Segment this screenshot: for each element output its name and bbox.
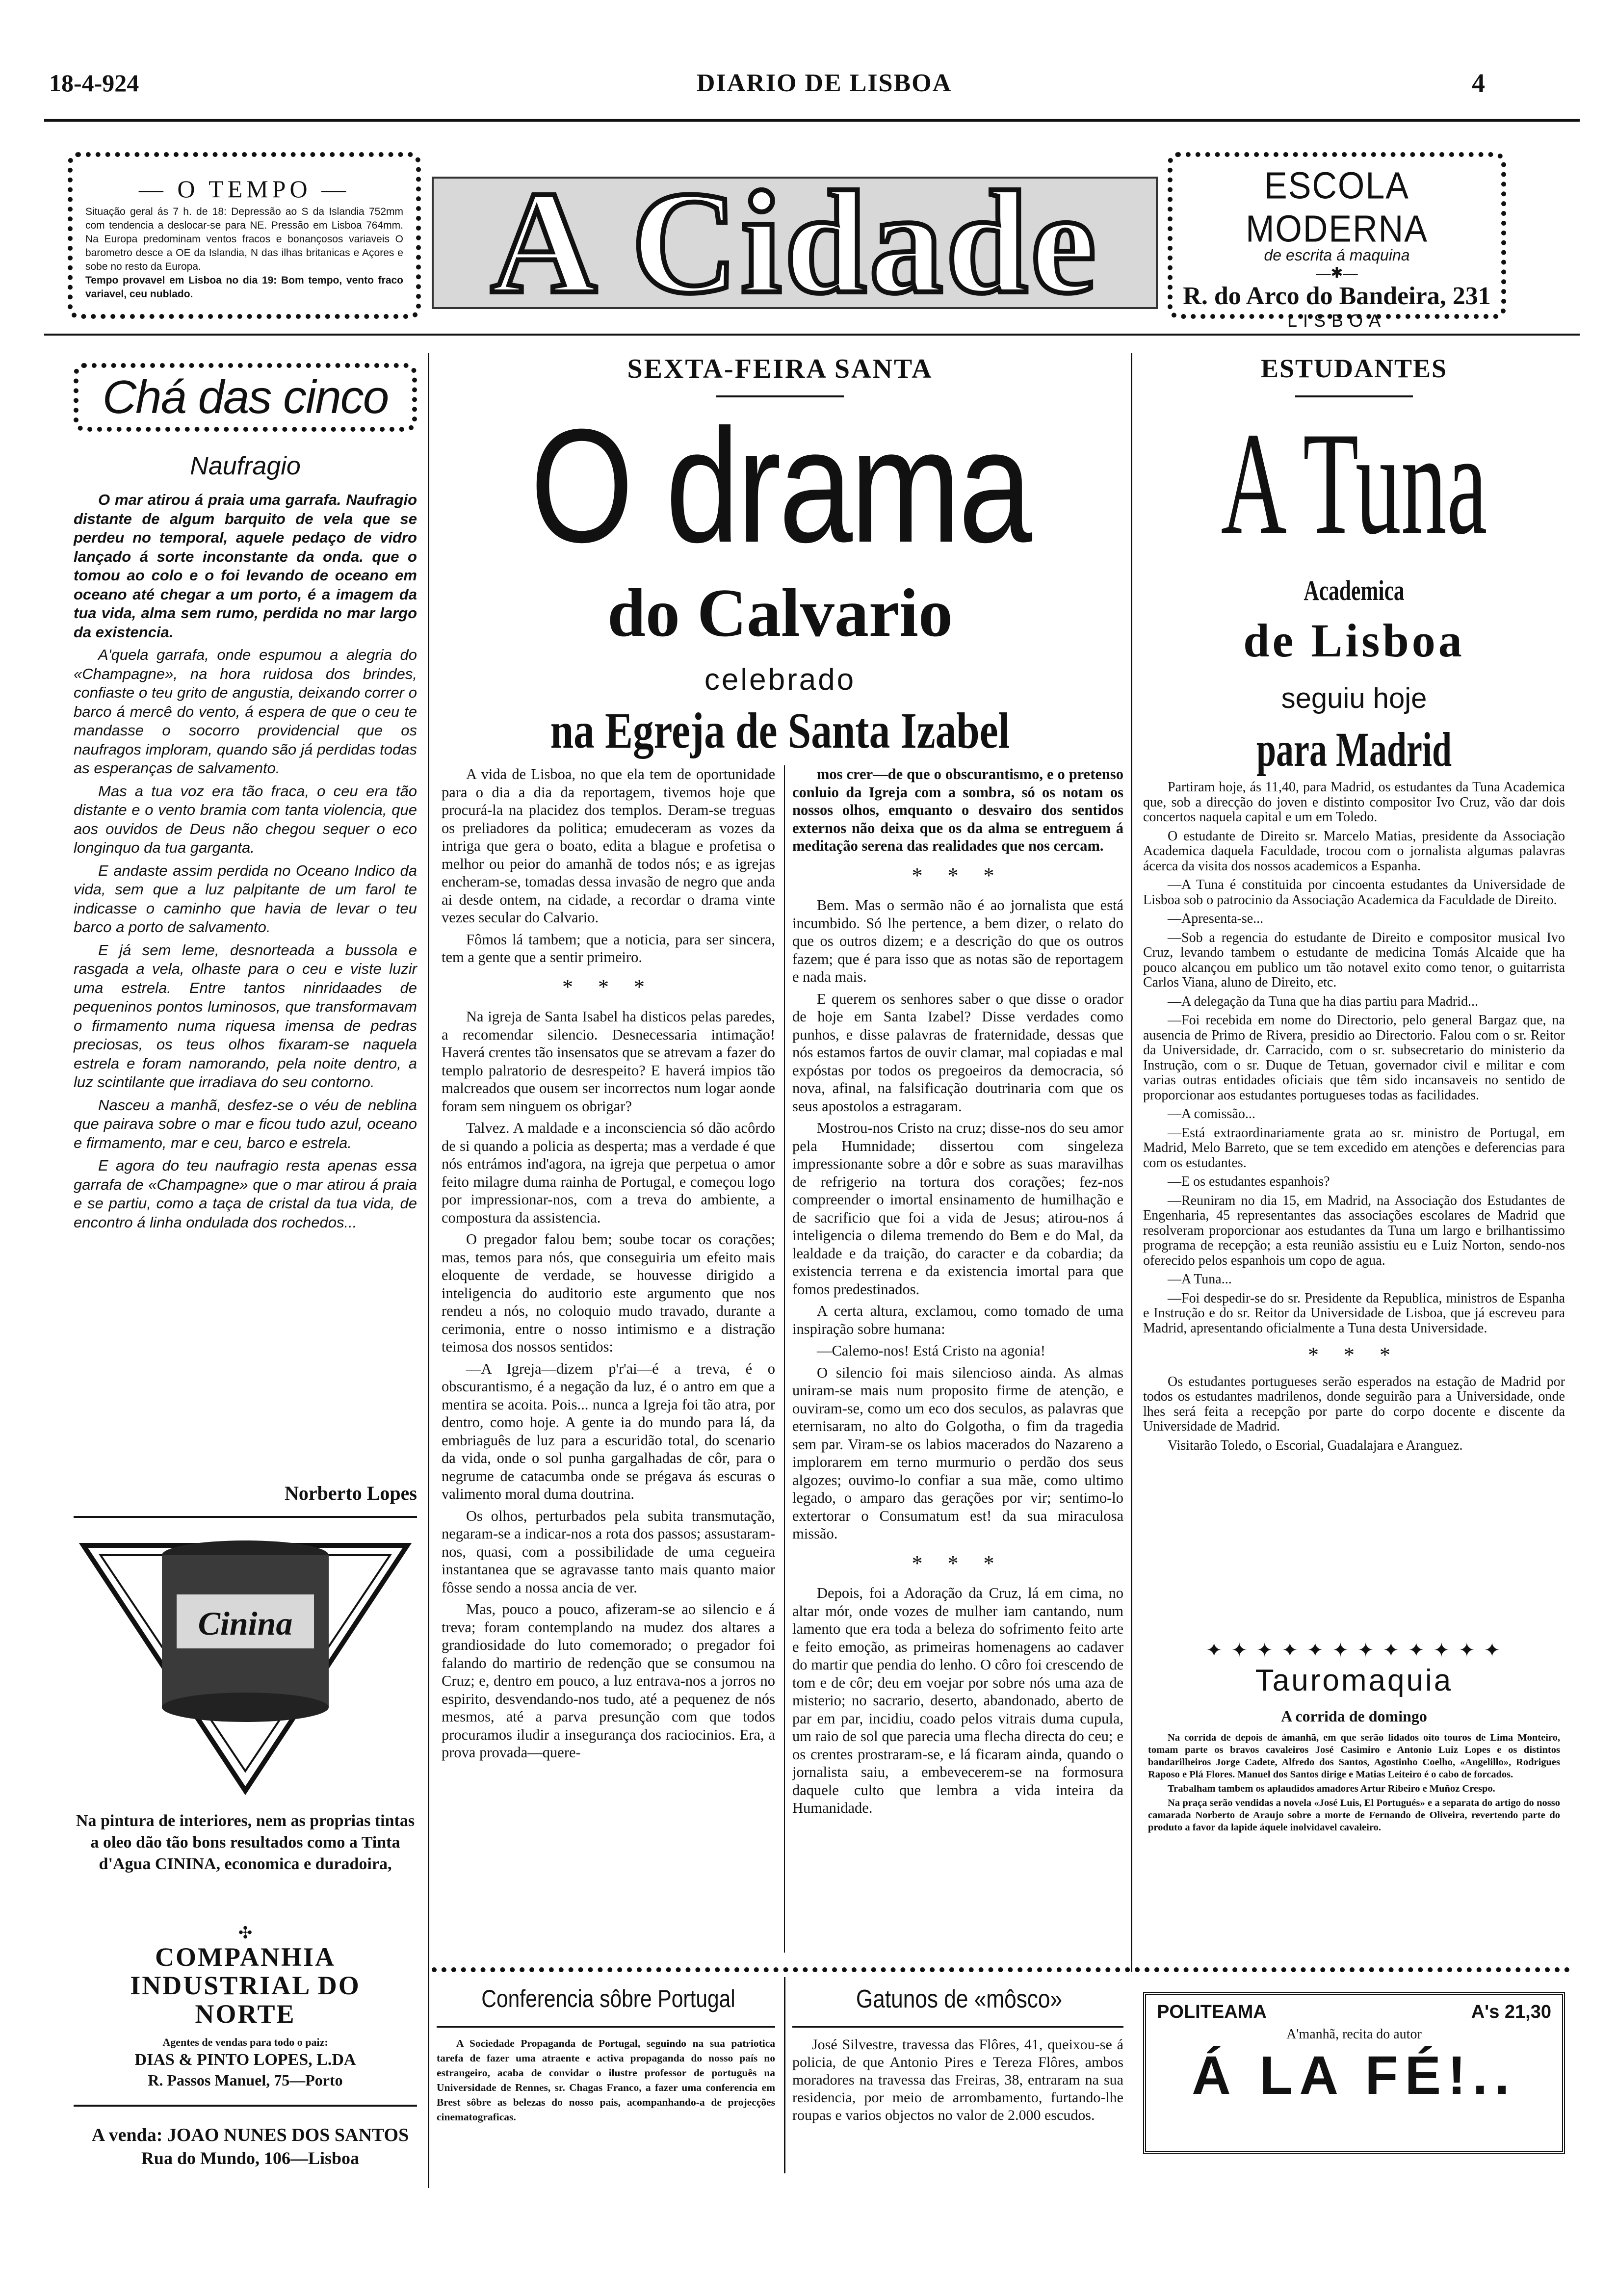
drama-place: na Egreja de Santa Izabel (550, 703, 1010, 759)
drama-paragraph: —Calemo-nos! Está Cristo na agonia! (817, 1342, 1045, 1359)
cha-paragraph: E andaste assim perdida no Oceano Indico da vida, sem que a luz palpitante de um farol te indicasse o caminho que havia de levar o teu barco a porto de salvamento. (74, 861, 417, 936)
drama-paragraph: Os olhos, perturbados pela subita transmutação, negaram-se a indicar-nos a rota dos passos; assustaram-nos, quasi, com a possibilidade de uma cegueira instantanea que se agravasse tanto mais quanto maior fôsse sendo a nossa ancia de ver. (442, 1507, 775, 1596)
bottom-column-rule (784, 1977, 785, 2173)
politeama-title: Á LA FÉ!.. (1192, 2045, 1516, 2106)
weather-title: — O TEMPO — (138, 175, 350, 203)
drama-paragraph: Mas, pouco a pouco, afizeram-se ao silencio e á treva; foram contemplando na mudez dos altares a grandiosidade do luto comemorado; o pregador foi falando do martirio de redenção que se consumou na Cruz; e, dentro em pouco, a luz entrava-nos a jorros no espirito, desvendando-nos tudo, até a pequenez de nós mesmos, até a parva presunção com que todos procuramos iludir a insegurança dos raciocinios. Era, a prova provada—quere- (442, 1601, 775, 1761)
page-number: 4 (1472, 68, 1485, 98)
tuna-paragraph: —Está extraordinariamente grata ao sr. ministro de Portugal, em Madrid, Melo Barreto, que se tem excedido em atenções e deferencias para com os estudantes. (1143, 1125, 1565, 1171)
gatunos-rule (792, 2026, 1123, 2028)
tuna-stars: * * * (1308, 1343, 1400, 1367)
tauro-paragraph: Na corrida de depois de ámanhã, em que serão lidados oito touros de Lima Monteiro, tomam parte os bravos cavaleiros José Casimiro e Antonio Luiz Lopes e os distintos bandarilheiros Jorge Cadete, Alfredo dos Santos, Agostinho Coelho, «Angelillo», Rodrigues Raposo e Plá Flores. Manuel dos Santos dirige e Matias Leiteiro é o cabo de forcados. (1148, 1732, 1560, 1780)
drama-stars-1: * * * (562, 974, 654, 999)
drama-paragraph: Bem. Mas o sermão não é ao jornalista que está incumbido. Só lhe pertence, a bem dizer, o relato do que os outros dizem; e a descrição do que os outros fazem; que é para isso que as notas são de reportagem e nada mais. (792, 897, 1123, 985)
tuna-paragraph: —A delegação da Tuna que ha dias partiu para Madrid... (1168, 993, 1478, 1009)
tuna-sub3: seguiu hoje (1281, 682, 1427, 714)
escola-city: LISBOA (1287, 311, 1387, 331)
tuna-paragraph: —Sob a regencia do estudante de Direito e compositor musical Ivo Cruz, levando tambem o estudante de medicina Tomás Alcaide que ha pouco alcançou em publico um tão notavel exito como tenor, o guitarrista Carlos Viana, aluno de Direito, etc. (1143, 930, 1565, 990)
bottom-section-rule (432, 1967, 1570, 1972)
escola-address: R. do Arco do Bandeira, 231 (1183, 282, 1491, 310)
drama-headline: O drama (530, 395, 1030, 576)
politeama-time: A's 21,30 (1471, 2002, 1551, 2022)
cha-paragraph: Mas a tua voz era tão fraca, o ceu era tão distante e o vento bramia com tanta violencia, que aos ouvidos de Deus não chegou sequer o eco longinquo da tua garganta. (74, 782, 417, 856)
cinina-agents-label: Agentes de vendas para todo o paiz: (162, 2036, 328, 2048)
drama-paragraph: Na igreja de Santa Isabel ha disticos pelas paredes, a recomendar silencio. Desnecessaria intimação! Haverá crentes tão insensatos que se atrevam a fazer do templo palratorio de desrespeito? E haverá impios tão malcreados que ousem ser incorrectos num logar aonde foram sem ninguem os obrigar? (442, 1008, 775, 1115)
escola-name: ESCOLA MODERNA (1246, 164, 1428, 250)
drama-paragraph: O pregador falou bem; soube tocar os corações; mas, temos para nós, que conseguiria um efeito mais eloquente de verdade, se houvesse dirigido a inteligencia do auditorio este argumento que nos rendeu a nós, no coloquio mudo travado, durante a cerimonia, entre o nosso intimismo e a distração teimosa dos nossos sentidos: (442, 1231, 775, 1355)
drama-paragraph: A certa altura, exclamou, como tomado de uma inspiração sobre humana: (792, 1303, 1123, 1337)
venda-line2: Rua do Mundo, 106—Lisboa (141, 2148, 360, 2168)
cha-box-title: Chá das cinco (102, 371, 389, 423)
cha-title: Naufragio (190, 452, 301, 480)
column-rule-2 (1131, 353, 1132, 1972)
politeama-name: POLITEAMA (1157, 2002, 1267, 2022)
drama-paragraph: Depois, foi a Adoração da Cruz, lá em cima, no altar mór, onde vozes de mulher iam cantando, num lamento que era toda a beleza do sofrimento feito arte e feito emoção, as primeiras homenagens ao cadaver do martir que pendia do lenho. O côro foi crescendo de tom e de côr; deu em voejar por sobre nós uma aza de misterio; no sacrario, deserto, abandonado, aberto de par em par, incidiu, coado pelos vitrais duma cupula, um raio de sol que parecia uma flecha directa do ceu; e os crentes prostraram-se, e lá ficaram ainda, quando o jornalista saiu, a embevecerem-se na formosura daquele culto que lembra a vida inteira da Humanidade. (792, 1585, 1123, 1816)
tuna-paragraph: Visitarão Toledo, o Escorial, Guadalajara e Aranguez. (1168, 1437, 1463, 1453)
tuna-sub4: para Madrid (1256, 722, 1452, 777)
tauro-paragraph: Na praça serão vendidas a novela «José Luis, El Portugués» e a separata do artigo do nosso camarada Norberto de Araujo sobre a morte de Fernando de Oliveira, revertendo parte do produto a favor da lapide áquele inolvidavel cavaleiro. (1148, 1798, 1560, 1833)
tuna-paragraph: —Foi despedir-se do sr. Presidente da Republica, ministros de Espanha e Instrução e do sr. Reitor da Universidade de Lisboa, que já escreveu para Madrid, apresentando oficialmente a Tuna desta Universidade. (1143, 1290, 1565, 1336)
weather-forecast: Tempo provavel em Lisboa no dia 19: Bom tempo, vento fraco variavel, ceu nublado. (85, 275, 403, 300)
drama-paragraph: E querem os senhores saber o que disse o orador de hoje em Santa Izabel? Disse verdades como punhos, e disse palavras de fraternidade, dessas que nós estamos fartos de ouvir clamar, mal copiadas e mal expóstas por todos os pregoeiros da democracia, só nova, afinal, na falsificação doutrinaria com que os seus apostolos a estragaram. (792, 990, 1123, 1115)
tuna-paragraph: —Foi recebida em nome do Directorio, pelo general Bargaz que, na ausencia de Primo de Rivera, presidio ao Directorio. Falou com o sr. Reitor da Universidade, dr. Carracido, com o sr. subsecretario do ministerio da Instrução, com o sr. Duque de Tetuan, governador civil e militar e com varias outras entidades oficiais que têm sido incansaveis no sentido de proporcionar aos estudantes portugueses todas as facilidades. (1143, 1013, 1565, 1103)
drama-paragraph: O silencio foi mais silencioso ainda. As almas uniram-se mais num proposito firme de atenção, e ouviram-se, como um eco dos seculos, as palavras que eternisaram, no alto do Golgotha, o fim da tragedia sem par. Viram-se os labios macerados do Nazareno a implorarem em terno murmurio o perdão dos seus algozes; ouvimo-lo confiar a sua mãe, como ultimo legado, o amparo das gerações por vir; sentimo-lo extertorar o Consumatum est! da sua miraculosa missão. (792, 1364, 1123, 1542)
tuna-paragraph: —Apresenta-se... (1168, 911, 1264, 926)
tauro-paragraph: Trabalham tambem os aplaudidos amadores Artur Ribeiro e Muñoz Crespo. (1168, 1783, 1495, 1794)
tuna-paragraph: O estudante de Direito sr. Marcelo Matias, presidente da Associação Academica daquela Faculdade, trocou com o jornalista algumas palavras ácerca da visita dos nossos academicos a Espanha. (1143, 828, 1565, 874)
tuna-sub2: de Lisboa (1243, 614, 1465, 667)
gatunos-text: José Silvestre, travessa das Flôres, 41, queixou-se á policia, de que Antonio Pires e Tereza Flôres, ambos moradores na travessa das Freiras, 38, entraram na sua residencia, por meio de arrombamento, furtando-lhe roupas e varios objectos no valor de 2.000 escudos. (792, 2036, 1123, 2123)
tuna-sub1: Academica (1304, 574, 1405, 606)
drama-paragraph: Mostrou-nos Cristo na cruz; disse-nos do seu amor pela Humnidade; dissertou com singeleza impressionante sobre a dôr e sobre as suas maravilhas de refrigerio na tortura dos corações; fez-nos compreender o imortal ensinamento de humilhação e de sacrificio que foi a vida de Jesus; atirou-nos á inteligencia o dilema tremendo do Bem e do Mal, da lealdade e da traição, do caracter e da cobardia; da existencia terrena e da existencia imortal para que fomos predestinados. (792, 1120, 1123, 1298)
escola-subtitle: de escrita á maquina (1264, 246, 1410, 264)
cinina-rule (74, 2105, 417, 2107)
masthead-rule (44, 119, 1580, 122)
tuna-paragraph: Os estudantes portugueses serão esperados na estação de Madrid por todos os estudantes madrilenos, donde seguirão para a Universidade, onde lhes será feita a recepção por parte do corpo docente e discente da Universidade de Madrid. (1143, 1374, 1565, 1434)
tuna-paragraph: —A comissão... (1168, 1106, 1255, 1122)
drama-stars-2: * * * (912, 863, 1004, 887)
cinina-text: Na pintura de interiores, nem as proprias tintas a oleo dão tão bons resultados como a Tinta d'Agua CININA, economica e duradoira, (76, 1812, 415, 1873)
drama-col2 (792, 765, 1123, 1953)
cinina-can-label: Cinina (198, 1605, 293, 1642)
conferencia-text: A Sociedade Propaganda de Portugal, seguindo na sua patriotica tarefa de fazer uma atraente e activa propaganda do nosso país no estrangeiro, acaba de convidar o ilustre professor de português na Universidade de Rennes, sr. Chagas Franco, a fazer uma conferencia em Brest sôbre as belezas do nosso pais, acompanhando-a de projecções cinematograficas. (437, 2037, 775, 2123)
cha-paragraph: A'quela garrafa, onde espumou a alegria do «Champagne», na hora ruidosa dos brindes, confiaste o teu grito de angustia, deixando correr o barco á mercê do vento, á espera de que o ceu te mandasse o socorro providencial que os naufragos imploram, quando são já perdidas todas as esperanças de salvamento. (74, 646, 417, 777)
conferencia-title: Conferencia sôbre Portugal (481, 1985, 735, 2012)
column-rule-1 (428, 353, 429, 2188)
tuna-paragraph: —Reuniram no dia 15, em Madrid, na Associação dos Estudantes de Engenharia, 45 representantes das associações escolares de Madrid que resolveram proporcionar aos estudantes da Tuna um largo e brilhantissimo programa de recepção; a esta reunião assistiu eu e Luiz Norton, sendo-nos oferecido pelos espanhois um copo de agua. (1143, 1193, 1565, 1268)
weather-text: Situação geral ás 7 h. de 18: Depressão ao S da Islandia 752mm com tendencia a deslocar-se para NE. Pressão em Lisboa 764mm. Na Europa predominam ventos fracos e bonançosos variaveis O barometro desce a OE da Islandia, N das ilhas britanicas e Açores e sobe no resto da Europa. (85, 206, 403, 272)
drama-kicker: SEXTA-FEIRA SANTA (627, 354, 933, 384)
escola-ornament: —✱— (1316, 265, 1358, 281)
drama-deck: celebrado (704, 663, 856, 697)
politeama-note: A'manhã, recita do autor (1286, 2027, 1422, 2042)
gatunos-title: Gatunos de «môsco» (856, 1985, 1063, 2013)
cha-rule (74, 1516, 417, 1518)
tuna-body (1143, 780, 1565, 1634)
weather-box (68, 152, 421, 319)
tauro-title: Tauromaquia (1255, 1664, 1453, 1697)
politeama-box (1143, 1992, 1565, 2154)
cha-box (74, 363, 417, 432)
drama-paragraph: Talvez. A maldade e a inconsciencia só dão acôrdo de si quando a policia as desperta; mas a verdade é que nós entrámos ind'agora, na igreja que perpetua o amor feito milagre duma rainha de Portugal, e começou logo por impressionar-nos, com a treva do ambiente, a compostura da assistencia. (442, 1120, 775, 1226)
cinina-ornament: ✣ (238, 1924, 253, 1942)
cha-author: Norberto Lopes (285, 1482, 417, 1504)
tuna-paragraph: —A Tuna... (1168, 1272, 1232, 1287)
venda-line1: A venda: JOAO NUNES DOS SANTOS (91, 2125, 409, 2145)
cinina-ad (74, 1526, 417, 2090)
drama-stars-3: * * * (912, 1551, 1004, 1575)
header-rule (44, 334, 1580, 336)
cha-body (74, 491, 417, 1236)
tauro-subtitle: A corrida de domingo (1281, 1707, 1427, 1725)
banner (432, 161, 1158, 324)
tuna-paragraph: Partiram hoje, ás 11,40, para Madrid, os estudantes da Tuna Academica que, sob a direcção do joven e distinto compositor Ivo Cruz, vão dar dois concertos naquela capital e um em Toledo. (1143, 780, 1565, 825)
tuna-paragraph: —E os estudantes espanhois? (1168, 1174, 1330, 1189)
drama-col1 (442, 765, 775, 1953)
tuna-paragraph: —A Tuna é constituida por cincoenta estudantes da Universidade de Lisboa sob o patrocinio da Associação Academica da Faculdade de Direito. (1143, 877, 1565, 908)
banner-title: A Cidade (491, 161, 1099, 324)
drama-subhead: do Calvario (607, 575, 953, 651)
conferencia-rule (437, 2026, 775, 2028)
tauro-ornament: ✦ ✦ ✦ ✦ ✦ ✦ ✦ ✦ ✦ ✦ ✦ ✦ (1205, 1639, 1503, 1661)
drama-paragraph: —A Igreja—dizem p'r'ai—é a treva, é o obscurantismo, é a negação da luz, é o antro em que a mentira se acoita. Pois... nunca a Igreja foi tão atra, por dentro, como hoje. A gente ia do mundo para lá, da embriaguês de luz para a escuridão total, do scenario da vida, onde o sol punha gargalhadas de côr, para o negrume de catacumba onde se prégava ás escuras o valimento moral duma doutrina. (442, 1360, 775, 1502)
tauro-body (1148, 1732, 1560, 1962)
drama-paragraph: A vida de Lisboa, no que ela tem de oportunidade para o dia a dia da reportagem, tivemos hoje que procurá-la na placidez dos templos. Deram-se treguas os preliadores da politica; emudeceram as vozes da intriga que gera o boato, edita a blague e profetisa o melhor ou peior do amanhã de todos nós; e as igrejas encheram-se, tomadas dessa invasão de negro que anda ai desde ontem, na cidade, a recordar o drama vinte vezes secular do Calvario. (442, 766, 775, 926)
tuna-kicker-rule (1295, 395, 1413, 397)
drama-paragraph: mos crer—de que o obscurantismo, e o pretenso conluio da Igreja com a sombra, só os notam os nossos olhos, emquanto o desvairo dos sentidos externos não deixa que os da alma se entreguem á meditação serena das realidades que nos cercam. (792, 766, 1123, 854)
cha-paragraph: E agora do teu naufragio resta apenas essa garrafa de «Champagne» que o mar atirou á praia e se partiu, como a taça de cristal da tua vida, de encontro á linha ondulada dos rochedos... (74, 1157, 417, 1231)
drama-paragraph: Fômos lá tambem; que a noticia, para ser sincera, tem a gente que a sentir primeiro. (442, 931, 775, 965)
tuna-headline: A Tuna (1221, 402, 1487, 565)
cha-paragraph: Nasceu a manhã, desfez-se o véu de neblina que pairava sobre o mar e ficou tudo azul, oceano e firmamento, mar e ceu, barco e estrela. (74, 1096, 417, 1151)
drama-column-rule (784, 765, 785, 1953)
escola-box (1168, 152, 1506, 331)
page-date: 18-4-924 (49, 69, 139, 97)
cinina-agents-address: R. Passos Manuel, 75—Porto (148, 2071, 343, 2089)
cinina-agents: DIAS & PINTO LOPES, L.DA (134, 2051, 356, 2069)
cha-paragraph: E já sem leme, desnorteada a bussola e rasgada a vela, olhaste para o ceu e viste luzir uma estrela. Entre tantos ninridaades de pequeninos pontos luminosos, que transformavam o firmamento numa riquesa imensa de pedras preciosas, os teus olhos fixaram-se naquela estrela e foram namorando, pela noite dentro, a luz scintilante que irradiava do seu contorno. (74, 941, 417, 1091)
newspaper-name: DIARIO DE LISBOA (696, 69, 952, 97)
tuna-kicker: ESTUDANTES (1260, 354, 1448, 383)
cinina-company: COMPANHIA INDUSTRIAL DO NORTE (130, 1942, 361, 2029)
cha-paragraph: O mar atirou á praia uma garrafa. Naufragio distante de algum barquito de vela que se perdeu no temporal, aquele pedaço de vidro lançado á sorte inconstante da onda. que o tomou ao colo e o foi levando de oceano em oceano até chegar a um porto, é a imagem da tua vida, alma sem rumo, perdida no mar largo da existencia. (74, 491, 417, 641)
